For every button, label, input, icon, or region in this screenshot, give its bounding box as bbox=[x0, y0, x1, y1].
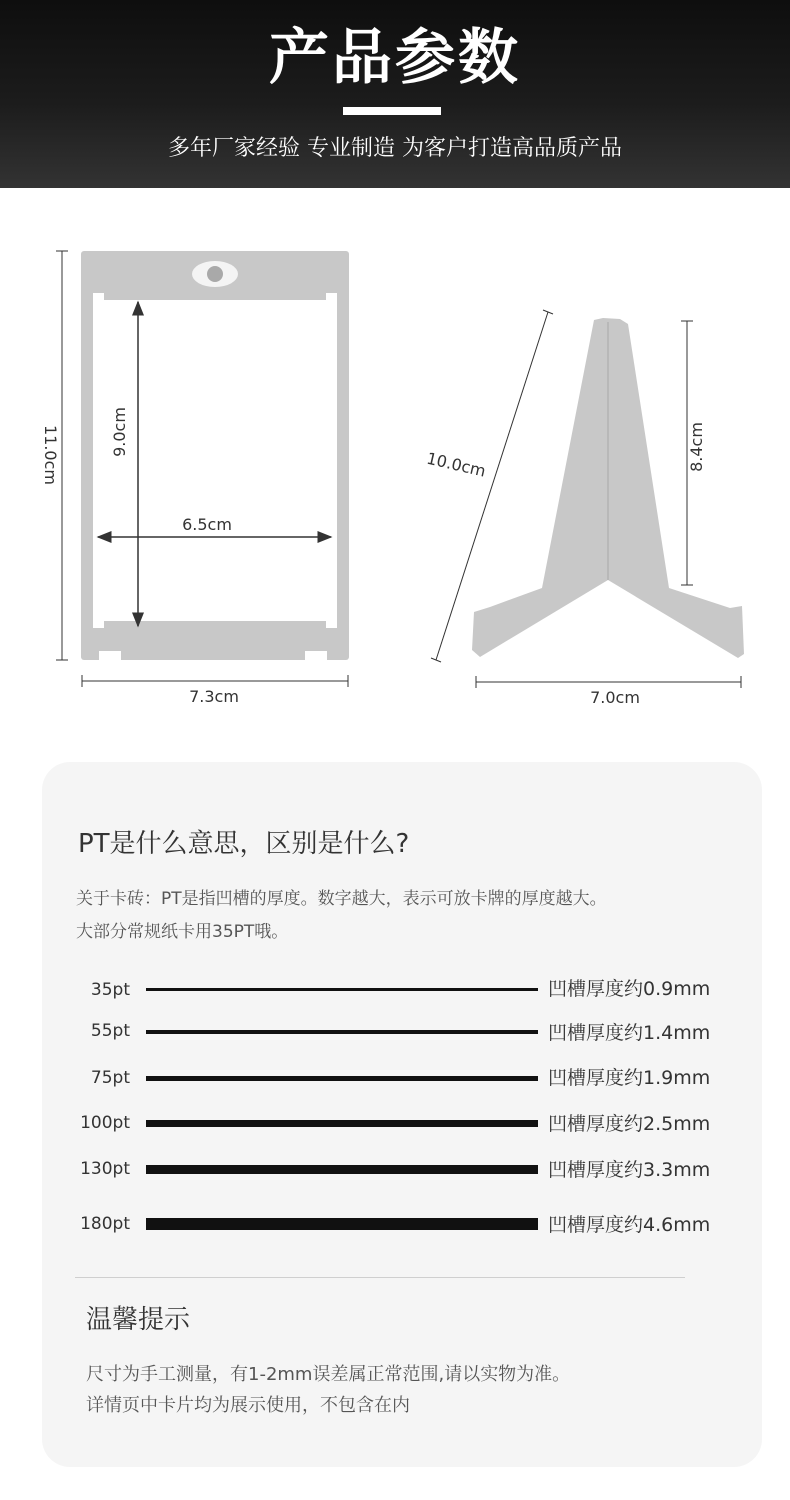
pt-description-line-2: 大部分常规纸卡用35PT哦。 bbox=[76, 922, 289, 942]
thickness-line bbox=[146, 1076, 538, 1081]
card-holder-inner-height-label: 9.0cm bbox=[110, 407, 129, 457]
stand-slant-label: 10.0cm bbox=[424, 448, 488, 481]
thickness-line bbox=[146, 1120, 538, 1127]
card-holder-inner-width-label: 6.5cm bbox=[182, 515, 232, 534]
page-subtitle: 多年厂家经验 专业制造 为客户打造高品质产品 bbox=[168, 136, 622, 161]
stand-height-label: 8.4cm bbox=[687, 422, 706, 472]
tips-line-1: 尺寸为手工测量，有1-2mm误差属正常范围,请以实物为准。 bbox=[86, 1364, 571, 1385]
section-divider bbox=[75, 1277, 685, 1278]
pt-row-label: 100pt bbox=[80, 1113, 130, 1133]
pt-row-value: 凹槽厚度约3.3mm bbox=[548, 1159, 711, 1181]
card-holder-height-label: 11.0cm bbox=[41, 424, 60, 486]
stand-width-label: 7.0cm bbox=[590, 688, 640, 707]
card-holder-diagram bbox=[41, 251, 349, 706]
title-underline bbox=[343, 107, 441, 115]
thickness-line bbox=[146, 1030, 538, 1034]
pt-row-label: 55pt bbox=[90, 1021, 130, 1041]
thickness-line bbox=[146, 988, 538, 991]
dimension-diagrams bbox=[0, 190, 790, 730]
pt-row-value: 凹槽厚度约0.9mm bbox=[548, 978, 711, 1000]
card-holder-window bbox=[93, 293, 337, 628]
header-banner bbox=[0, 0, 790, 188]
pt-row-value: 凹槽厚度约4.6mm bbox=[548, 1214, 711, 1236]
pt-row-label: 130pt bbox=[80, 1159, 130, 1179]
page-title: 产品参数 bbox=[269, 23, 521, 93]
pt-row-label: 180pt bbox=[80, 1214, 130, 1234]
pt-row-label: 75pt bbox=[90, 1068, 130, 1088]
card-holder-width-label: 7.3cm bbox=[189, 687, 239, 706]
thickness-line bbox=[146, 1165, 538, 1174]
pt-row-value: 凹槽厚度约1.4mm bbox=[548, 1022, 711, 1044]
pt-section-title: PT是什么意思，区别是什么? bbox=[78, 829, 410, 859]
pt-row-value: 凹槽厚度约1.9mm bbox=[548, 1067, 711, 1089]
pt-row-value: 凹槽厚度约2.5mm bbox=[548, 1113, 711, 1135]
tips-line-2: 详情页中卡片均为展示使用，不包含在内 bbox=[86, 1395, 410, 1416]
tips-title: 温馨提示 bbox=[86, 1305, 191, 1335]
thickness-line bbox=[146, 1218, 538, 1230]
pt-row-label: 35pt bbox=[90, 980, 130, 1000]
pt-description-line-1: 关于卡砖：PT是指凹槽的厚度。数字越大，表示可放卡牌的厚度越大。 bbox=[76, 889, 607, 909]
stand-diagram bbox=[425, 310, 744, 707]
